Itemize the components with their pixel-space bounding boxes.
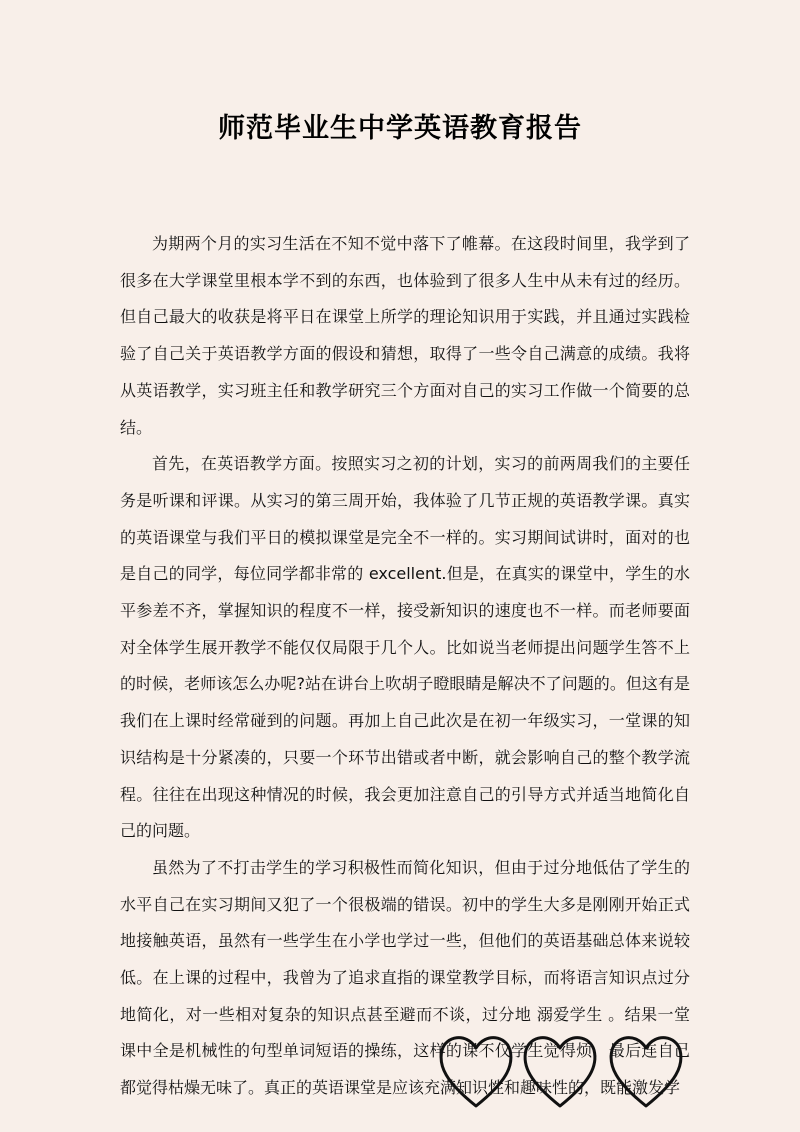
heart-outline-icon [441, 1038, 511, 1106]
document-title: 师范毕业生中学英语教育报告 [218, 113, 582, 144]
heart-outline-icon [611, 1038, 681, 1106]
paragraph: 虽然为了不打击学生的学习积极性而简化知识，但由于过分地低估了学生的水平自己在实习期间又犯了一个很极端的错误。初中的学生大多是刚刚开始正式地接触英语，虽然有一些学生在小学也学过一些，但他们的英语基础总体来说较低。在上课的过程中，我曾为了追求直指的课堂教学目标，而将语言知识点过分地简化，对一些相对复杂的知识点甚至避而不谈，过分地 溺爱学生 。结果一堂课中全是机械性的句型单词短语的操练，这样的课不仅学生觉得烦，最后连自己都觉得枯燥无味了。真正的英语课堂是应该充满知识性和趣味性的，既能激发学 [120, 857, 690, 1098]
hearts-decoration [436, 1030, 692, 1110]
document-body [120, 226, 690, 1107]
paragraph: 首先，在英语教学方面。按照实习之初的计划，实习的前两周我们的主要任务是听课和评课。从实习的第三周开始，我体验了几节正规的英语教学课。真实的英语课堂与我们平日的模拟课堂是完全不一样的。实习期间试讲时，面对的也是自己的同学，每位同学都非常的 excellent.但是，在真实的课堂中，学生的水平参差不齐，掌握知识的程度不一样，接受新知识的速度也不一样。而老师要面对全体学生展开教学不能仅仅局限于几个人。比如说当老师提出问题学生答不上的时候，老师该怎么办呢?站在讲台上吹胡子瞪眼睛是解决不了问题的。但这有是我们在上课时经常碰到的问题。再加上自己此次是在初一年级实习，一堂课的知识结构是十分紧凑的，只要一个环节出错或者中断，就会影响自己的整个教学流程。往往在出现这种情况的时候，我会更加注意自己的引导方式并适当地简化自己的问题。 [120, 454, 690, 841]
paragraph: 为期两个月的实习生活在不知不觉中落下了帷幕。在这段时间里，我学到了很多在大学课堂里根本学不到的东西，也体验到了很多人生中从未有过的经历。但自己最大的收获是将平日在课堂上所学的理论知识用于实践，并且通过实践检验了自己关于英语教学方面的假设和猜想，取得了一些令自己满意的成绩。我将从英语教学，实习班主任和教学研究三个方面对自己的实习工作做一个简要的总结。 [120, 234, 690, 437]
heart-outline-icon [525, 1038, 595, 1106]
